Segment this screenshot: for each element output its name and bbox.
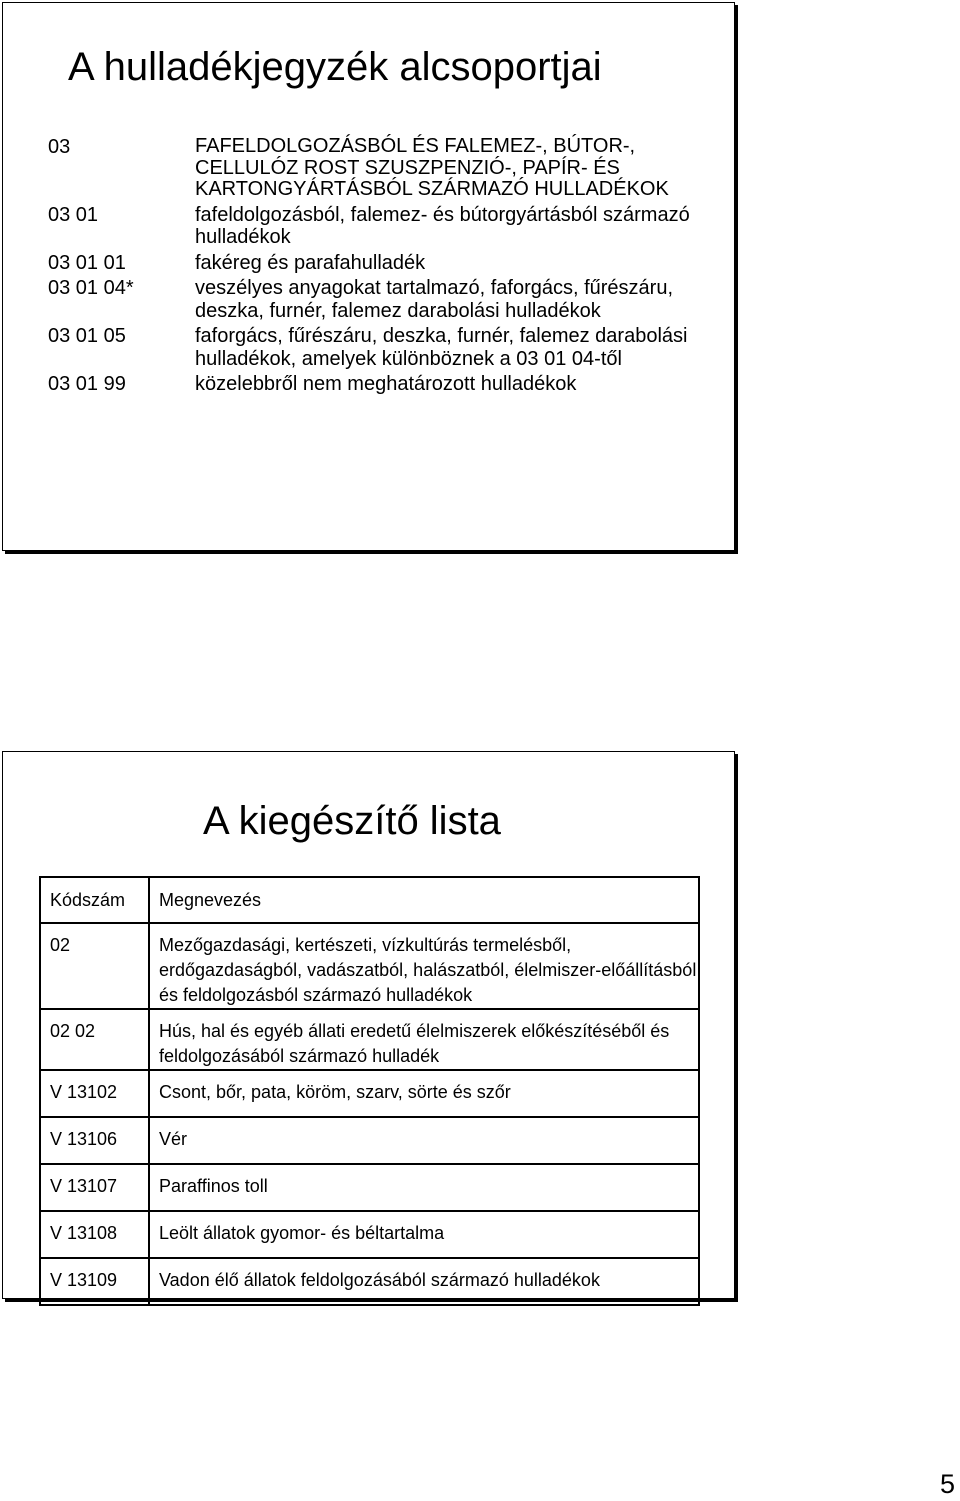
list-item xyxy=(48,252,708,275)
code-cell: 02 xyxy=(40,923,149,1009)
slide-title: A hulladékjegyzék alcsoportjai xyxy=(68,45,602,89)
column-header-code: Kódszám xyxy=(40,877,149,923)
name-cell: Csont, bőr, pata, köröm, szarv, sörte és szőr xyxy=(149,1070,699,1117)
slide-waste-subgroups xyxy=(2,2,735,551)
name-cell: Mezőgazdasági, kertészeti, vízkultúrás termelésből, erdőgazdaságból, vadászatból, halászatból, élelmiszer-előállításból és feldolgozásból származó hulladékok xyxy=(149,923,699,1009)
list-item xyxy=(48,277,708,322)
table-row xyxy=(40,1211,699,1258)
code: 03 xyxy=(48,136,71,158)
list-item xyxy=(48,136,708,201)
name-cell: Hús, hal és egyéb állati eredetű élelmiszerek előkészítéséből és feldolgozásából származó hulladék xyxy=(149,1009,699,1070)
slide-supplementary-list xyxy=(2,751,735,1299)
code-cell: V 13109 xyxy=(40,1258,149,1305)
code: 03 01 99 xyxy=(48,373,126,395)
slide-title: A kiegészítő lista xyxy=(203,799,501,843)
table-row xyxy=(40,923,699,1009)
list-item xyxy=(48,373,708,396)
table-row xyxy=(40,1009,699,1070)
name-cell: Leölt állatok gyomor- és béltartalma xyxy=(149,1211,699,1258)
code-cell: 02 02 xyxy=(40,1009,149,1070)
table-row xyxy=(40,1258,699,1305)
description: faforgács, fűrészáru, deszka, furnér, falemez darabolási hulladékok, amelyek különböznek a 03 01 04-től xyxy=(195,325,688,370)
code-cell: V 13106 xyxy=(40,1117,149,1164)
description: FAFELDOLGOZÁSBÓL ÉS FALEMEZ-, BÚTOR-, CELLULÓZ ROST SZUSZPENZIÓ-, PAPÍR- ÉS KARTONGYÁRTÁSBÓL SZÁRMAZÓ HULLADÉKOK xyxy=(195,135,669,200)
list-item xyxy=(48,325,708,370)
code: 03 01 01 xyxy=(48,251,126,274)
code-cell: V 13107 xyxy=(40,1164,149,1211)
description: közelebbről nem meghatározott hulladékok xyxy=(195,373,577,395)
table-header-row xyxy=(40,877,699,923)
table-row xyxy=(40,1117,699,1164)
description: veszélyes anyagokat tartalmazó, faforgács, fűrészáru, deszka, furnér, falemez darabolási hulladékok xyxy=(195,277,674,322)
table-row xyxy=(40,1070,699,1117)
name-cell: Vér xyxy=(149,1117,699,1164)
name-cell: Vadon élő állatok feldolgozásából származó hulladékok xyxy=(149,1258,699,1305)
code-cell: V 13102 xyxy=(40,1070,149,1117)
supplementary-table xyxy=(39,876,700,1306)
description: fakéreg és parafahulladék xyxy=(195,251,426,274)
code-cell: V 13108 xyxy=(40,1211,149,1258)
list-item xyxy=(48,204,708,249)
code-list xyxy=(48,136,708,396)
description: fafeldolgozásból, falemez- és bútorgyártásból származó hulladékok xyxy=(195,203,690,248)
page-number: 5 xyxy=(939,1469,955,1499)
table-row xyxy=(40,1164,699,1211)
code: 03 01 04* xyxy=(48,277,134,299)
name-cell: Paraffinos toll xyxy=(149,1164,699,1211)
column-header-name: Megnevezés xyxy=(149,877,699,923)
code: 03 01 05 xyxy=(48,325,126,347)
code: 03 01 xyxy=(48,203,99,226)
